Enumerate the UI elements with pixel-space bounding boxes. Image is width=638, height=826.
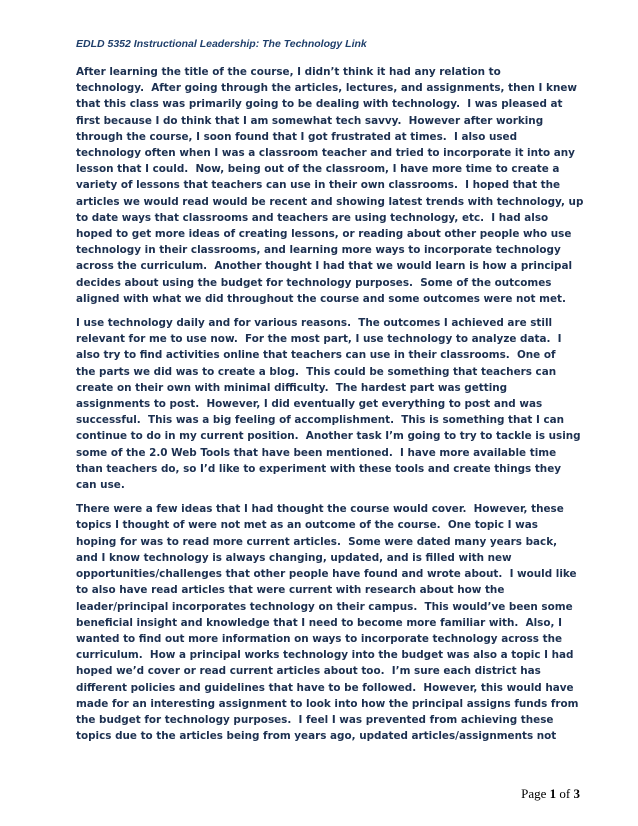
text-line: to date ways that classrooms and teachers are using technology, etc. I had also — [76, 211, 549, 224]
text-line: the parts we did was to create a blog. This could be something that teachers can — [76, 365, 557, 378]
text-line: that this class was primarily going to be dealing with technology. I was pleased at — [76, 98, 563, 111]
text-line: also try to find activities online that teachers can use in their classrooms. One of — [76, 349, 556, 362]
page-label: Page — [521, 786, 547, 801]
text-line: create on their own with minimal difficulty. The hardest part was getting — [76, 381, 508, 394]
text-line: aligned with what we did throughout the course and some outcomes were not met. — [76, 292, 566, 305]
text-line: first because I do think that I am somewhat tech savvy. However after working — [76, 114, 544, 127]
paragraph — [76, 315, 581, 493]
text-line: variety of lessons that teachers can use in their own classrooms. I hoped that the — [76, 179, 561, 192]
text-line: made for an interesting assignment to look into how the principal assigns funds from — [76, 697, 579, 710]
paragraph — [76, 501, 579, 744]
text-line: assignments to post. However, I did eventually get everything to post and was — [76, 398, 543, 411]
text-line: beneficial insight and knowledge that I need to become more familiar with. Also, I — [76, 616, 562, 629]
text-line: topics I thought of were not met as an outcome of the course. One topic I was — [76, 519, 538, 532]
paragraph — [76, 64, 584, 307]
text-line: There were a few ideas that I had thought the course would cover. However, these — [76, 503, 564, 516]
text-line: the budget for technology purposes. I feel I was prevented from achieving these — [76, 713, 554, 726]
of-label: of — [559, 786, 571, 801]
text-line: hoping for was to read more current articles. Some were dated many years back, — [76, 535, 558, 548]
text-line: After learning the title of the course, I didn’t think it had any relation to — [76, 66, 501, 78]
text-line: relevant for me to use now. For the most part, I use technology to analyze data. I — [76, 333, 562, 346]
text-line: wanted to find out more information on ways to incorporate technology across the — [76, 632, 563, 645]
text-line: than teachers do, so I’d like to experiment with these tools and create things they — [76, 462, 562, 475]
text-line: across the curriculum. Another thought I had that we would learn is how a principal — [76, 260, 573, 273]
text-line: to also have read articles that were current with research about how the — [76, 584, 505, 597]
total-pages-number: 3 — [573, 786, 580, 801]
current-page-number: 1 — [549, 786, 557, 801]
text-line: decides about using the budget for technology purposes. Some of the outcomes — [76, 276, 552, 289]
text-line: different policies and guidelines that have to be followed. However, this would have — [76, 681, 574, 694]
document-body — [76, 64, 584, 752]
text-line: curriculum. How a principal works technology into the budget was also a topic I had — [76, 649, 574, 662]
text-line: opportunities/challenges that other people have found and wrote about. I would like — [76, 568, 577, 581]
text-line: articles we would read would be recent and showing latest trends with technology, up — [76, 195, 584, 208]
text-line: and I know technology is always changing, updated, and is filled with new — [76, 551, 512, 564]
text-line: topics due to the articles being from years ago, updated articles/assignments not — [76, 730, 557, 743]
text-line: continue to do in my current position. Another task I’m going to try to tackle is using — [76, 430, 581, 443]
text-line: successful. This was a big feeling of accomplishment. This is something that I can — [76, 414, 565, 427]
text-line: technology in their classrooms, and learning more ways to incorporate technology — [76, 244, 561, 257]
page-number — [521, 786, 580, 802]
text-line: leader/principal incorporates technology on their campus. This would’ve been some — [76, 600, 573, 613]
text-line: technology. After going through the articles, lectures, and assignments, then I knew — [76, 82, 577, 95]
text-line: hoped to get more ideas of creating lessons, or reading about other people who use — [76, 228, 572, 241]
text-line: some of the 2.0 Web Tools that have been mentioned. I have more available time — [76, 446, 557, 459]
text-line: can use. — [76, 479, 125, 492]
text-line: I use technology daily and for various reasons. The outcomes I achieved are still — [76, 317, 553, 330]
text-line: lesson that I could. Now, being out of the classroom, I have more time to create a — [76, 163, 560, 176]
text-line: technology often when I was a classroom teacher and tried to incorporate it into any — [76, 147, 575, 160]
page-header: EDLD 5352 Instructional Leadership: The Technology Link — [76, 38, 367, 50]
text-line: hoped we’d cover or read current articles about too. I’m sure each district has — [76, 665, 541, 678]
text-line: through the course, I soon found that I got frustrated at times. I also used — [76, 130, 518, 143]
